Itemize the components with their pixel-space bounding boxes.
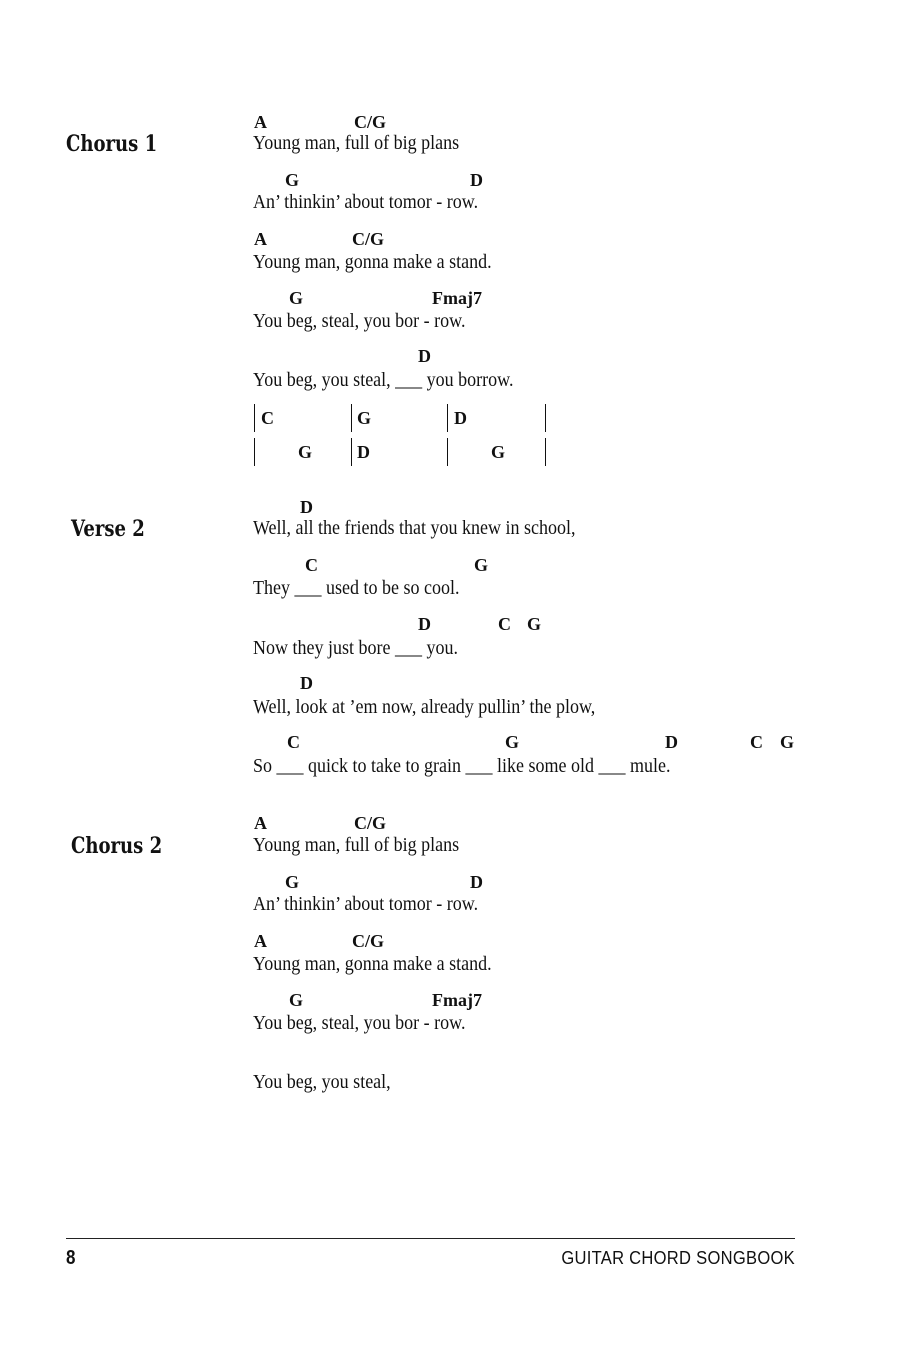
bar-line [351,404,352,432]
chord: C/G [354,112,387,132]
chord: G [285,872,300,892]
chart-chord: G [357,408,372,428]
lyric-line: Well, all the friends that you knew in school, [253,517,576,539]
chord: G [780,732,795,752]
bar-line [254,404,255,432]
section-label-chorus-2: Chorus 2 [71,833,163,859]
chord: G [474,555,489,575]
chord: C [498,614,511,634]
chord: C/G [352,931,385,951]
chord: C [287,732,300,752]
chart-chord: C [261,408,274,428]
chord: A [254,229,267,249]
chord: Fmaj7 [432,288,482,308]
bar-line [447,404,448,432]
section-label-chorus-1: Chorus 1 [66,131,158,157]
lyric-line: Now they just bore ___ you. [253,637,458,659]
chord: C [750,732,763,752]
lyric-line: An’ thinkin’ about tomor - row. [253,893,479,915]
chord: D [470,872,483,892]
chord: G [289,288,304,308]
chord: C [305,555,318,575]
page-number: 8 [66,1247,76,1269]
lyric-line: You beg, steal, you bor - row. [253,1012,466,1034]
chord: D [418,614,431,634]
chord: G [505,732,520,752]
lyric-line: Young man, full of big plans [253,834,460,856]
chord: D [470,170,483,190]
lyric-line: Young man, gonna make a stand. [253,251,492,273]
lyric-line: So ___ quick to take to grain ___ like some old ___ mule. [253,755,671,777]
chord: Fmaj7 [432,990,482,1010]
chord: G [289,990,304,1010]
chord: A [254,931,267,951]
chord: C/G [354,813,387,833]
lyric-line: Well, look at ’em now, already pullin’ the plow, [253,696,596,718]
book-title: GUITAR CHORD SONGBOOK [561,1248,795,1268]
chord: D [300,497,313,517]
chord: D [665,732,678,752]
lyric-line: Young man, full of big plans [253,132,460,154]
lyric-line: Young man, gonna make a stand. [253,953,492,975]
bar-line [545,404,546,432]
lyric-line: They ___ used to be so cool. [253,577,460,599]
chord: G [285,170,300,190]
lyric-line: You beg, steal, you bor - row. [253,310,466,332]
chord: C/G [352,229,385,249]
lyric-line: You beg, you steal, ___ you borrow. [253,369,514,391]
chord: G [527,614,542,634]
chord: D [300,673,313,693]
chord: A [254,813,267,833]
bar-line [447,438,448,466]
bar-line [351,438,352,466]
lyric-line: You beg, you steal, [253,1071,391,1093]
chart-chord: G [491,442,506,462]
chord: D [418,346,431,366]
chart-chord: D [454,408,467,428]
section-label-verse-2: Verse 2 [71,516,145,542]
chart-chord: D [357,442,370,462]
lyric-line: An’ thinkin’ about tomor - row. [253,191,479,213]
bar-line [545,438,546,466]
chart-chord: G [298,442,313,462]
footer-divider [66,1238,795,1239]
bar-line [254,438,255,466]
chord: A [254,112,267,132]
